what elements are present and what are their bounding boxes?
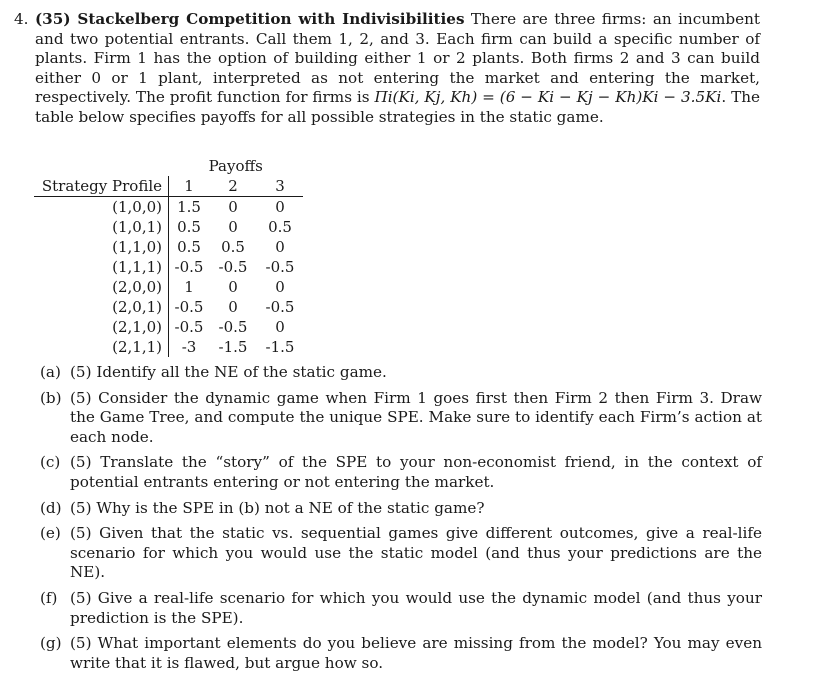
profit-formula: Πi(Ki, Kj, Kh) = (6 − Ki − Kj − Kh)Ki − 3.5Ki	[374, 88, 722, 107]
strategy-profile-cell: (1,0,1)	[112, 218, 162, 236]
payoff-table-body	[34, 197, 303, 358]
payoff-1-cell: 0.5	[169, 217, 210, 237]
question-letter: (f)	[40, 588, 58, 607]
table-row	[34, 217, 303, 237]
problem-after-formula: . The table below specifies payoffs for all possible strategies in the static game.	[35, 88, 761, 126]
payoff-1-cell: -0.5	[169, 257, 210, 277]
problem-statement	[14, 10, 760, 128]
question-list	[34, 363, 762, 679]
payoff-2-cell: 0	[228, 198, 238, 216]
payoff-2-cell: 0	[228, 218, 238, 236]
problem-body	[35, 10, 760, 128]
question-text: (5) Why is the SPE in (b) not a NE of the static game?	[70, 498, 485, 517]
payoff-3-cell: 0	[275, 278, 285, 296]
payoff-2-cell: 0.5	[221, 238, 245, 256]
player-3-header: 3	[257, 176, 303, 197]
payoff-1-cell: 0.5	[169, 237, 210, 257]
question-item	[34, 389, 762, 448]
payoff-3-cell: 0.5	[268, 218, 292, 236]
payoff-table-container	[34, 156, 304, 357]
payoff-2-cell: -1.5	[218, 338, 248, 356]
question-text: (5) What important elements do you believe are missing from the model? You may even write that it is flawed, but argue how so.	[70, 634, 762, 672]
payoff-3-cell: -0.5	[265, 298, 295, 316]
table-row	[34, 297, 303, 317]
question-text: (5) Identify all the NE of the static game.	[70, 363, 387, 381]
payoff-3-cell: 0	[275, 198, 285, 216]
strategy-profile-cell: (2,0,0)	[112, 278, 162, 296]
payoff-2-cell: -0.5	[218, 318, 248, 336]
question-item	[34, 634, 762, 673]
strategy-profile-cell: (2,1,0)	[112, 318, 162, 336]
payoff-1-cell: -0.5	[169, 317, 210, 337]
payoff-3-cell: 0	[275, 318, 285, 336]
question-item	[34, 524, 762, 583]
table-header-row	[34, 176, 303, 197]
strategy-profile-cell: (1,1,1)	[112, 258, 162, 276]
player-1-header: 1	[169, 176, 210, 197]
strategy-profile-cell: (2,0,1)	[112, 298, 162, 316]
question-letter: (g)	[40, 634, 62, 653]
table-row	[34, 337, 303, 357]
question-letter: (a)	[40, 363, 61, 381]
strategy-profile-cell: (2,1,1)	[112, 338, 162, 356]
question-letter: (d)	[40, 498, 62, 517]
payoffs-caption: Payoffs	[208, 157, 263, 175]
strategy-profile-cell: (1,1,0)	[112, 238, 162, 256]
payoff-3-cell: 0	[275, 238, 285, 256]
table-row	[34, 277, 303, 297]
problem-intro: There are three firms: an incumbent and two potential entrants. Call them 1, 2, and 3. Each firm can build a specific number of plants. Firm 1 has the option of building either 1 or 2 plants. Both firms 2 and 3 can build either 0 or 1 plant, interpreted as not entering the market and entering the market, respectively. The profit function for firms is	[35, 10, 760, 107]
profile-header: Strategy Profile	[34, 176, 169, 197]
question-letter: (c)	[40, 453, 61, 472]
problem-title: (35) Stackelberg Competition with Indivisibilities	[35, 10, 465, 28]
question-text: (5) Given that the static vs. sequential games give different outcomes, give a real-life scenario for which you would use the static model (and thus your predictions are the NE).	[70, 524, 762, 582]
question-letter: (e)	[40, 524, 61, 543]
question-item	[34, 589, 762, 628]
question-item	[34, 453, 762, 492]
question-item	[34, 363, 762, 383]
problem-number: 4.	[14, 10, 29, 28]
payoff-3-cell: -1.5	[265, 338, 295, 356]
payoff-2-cell: 0	[228, 278, 238, 296]
table-row	[34, 237, 303, 257]
question-text: (5) Consider the dynamic game when Firm 1 goes first then Firm 2 then Firm 3. Draw the Game Tree, and compute the unique SPE. Make sure to identify each Firm’s action at each node.	[70, 388, 762, 446]
strategy-profile-cell: (1,0,0)	[112, 198, 162, 216]
payoff-1-cell: 1	[169, 277, 210, 297]
payoffs-caption-row	[34, 156, 303, 176]
payoff-1-cell: -0.5	[169, 297, 210, 317]
question-letter: (b)	[40, 388, 62, 407]
table-row	[34, 317, 303, 337]
table-row	[34, 257, 303, 277]
payoff-1-cell: 1.5	[169, 197, 210, 218]
payoff-1-cell: -3	[169, 337, 210, 357]
payoff-table	[34, 156, 303, 357]
question-text: (5) Give a real-life scenario for which you would use the dynamic model (and thus your prediction is the SPE).	[70, 588, 762, 627]
question-item	[34, 499, 762, 519]
payoff-3-cell: -0.5	[265, 258, 295, 276]
payoff-2-cell: 0	[228, 298, 238, 316]
payoff-2-cell: -0.5	[218, 258, 248, 276]
player-2-header: 2	[209, 176, 257, 197]
question-text: (5) Translate the “story” of the SPE to your non-economist friend, in the context of potential entrants entering or not entering the market.	[70, 453, 762, 491]
table-row	[34, 197, 303, 218]
